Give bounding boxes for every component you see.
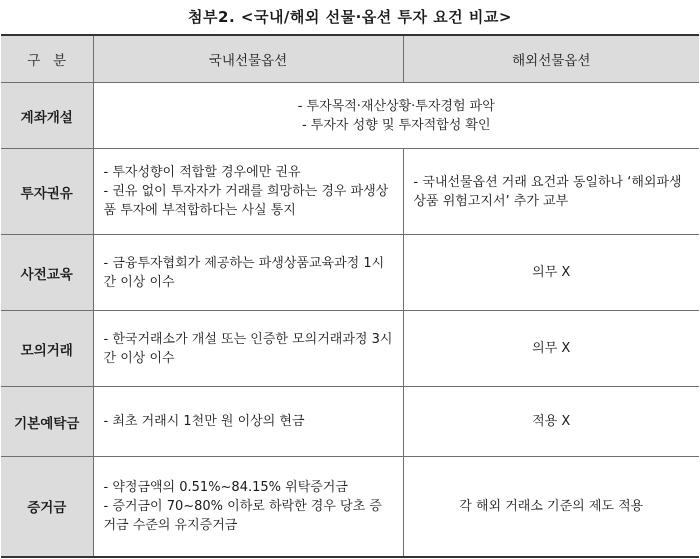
table-row	[1, 83, 699, 149]
comparison-table	[1, 34, 699, 558]
overseas-cell	[403, 387, 699, 457]
table-row	[1, 387, 699, 457]
row-category: 모의거래	[1, 311, 93, 387]
overseas-cell	[403, 149, 699, 235]
table-row	[1, 311, 699, 387]
overseas-item: - 국내선물옵션 거래 요건과 동일하나 ‘해외파생상품 위험고지서’ 추가 교부	[413, 174, 682, 209]
domestic-item: - 금융투자협회가 제공하는 파생상품교육과정 1시간 이상 이수	[103, 255, 385, 290]
row-category: 사전교육	[1, 235, 93, 311]
domestic-item: - 증거금이 70~80% 이하로 하락한 경우 당초 증거금 수준의 유지증거금	[103, 498, 382, 533]
row-category: 투자권유	[1, 149, 93, 235]
overseas-item: 각 해외 거래소 기준의 제도 적용	[459, 498, 644, 514]
table-row	[1, 235, 699, 311]
row-category: 증거금	[1, 457, 93, 557]
header-row	[1, 35, 699, 83]
domestic-cell	[93, 457, 403, 557]
overseas-item: 적용 X	[532, 414, 571, 429]
row-category: 기본예탁금	[1, 387, 93, 457]
merged-item: - 투자목적·재산상황·투자경험 파악	[297, 98, 495, 114]
overseas-cell	[403, 457, 699, 557]
merged-item: - 투자자 성향 및 투자적합성 확인	[301, 117, 491, 133]
header-domestic: 국내선물옵션	[93, 35, 403, 83]
header-overseas: 해외선물옵션	[403, 35, 699, 83]
domestic-item: - 투자성향이 적합할 경우에만 권유	[103, 165, 301, 180]
overseas-item: 의무 X	[532, 265, 571, 280]
domestic-cell	[93, 311, 403, 387]
domestic-item: - 최초 거래시 1천만 원 이상의 현금	[103, 414, 305, 429]
domestic-cell	[93, 149, 403, 235]
overseas-item: 의무 X	[532, 341, 571, 356]
domestic-item: - 약정금액의 0.51%~84.15% 위탁증거금	[103, 479, 348, 495]
table-row	[1, 149, 699, 235]
header-category: 구 분	[1, 35, 93, 83]
row-category: 계좌개설	[1, 83, 93, 149]
overseas-cell	[403, 235, 699, 311]
domestic-cell	[93, 387, 403, 457]
overseas-cell	[403, 311, 699, 387]
domestic-item: - 한국거래소가 개설 또는 인증한 모의거래과정 3시간 이상 이수	[103, 331, 393, 366]
merged-cell	[93, 83, 699, 149]
domestic-cell	[93, 235, 403, 311]
domestic-item: - 권유 없이 투자자가 거래를 희망하는 경우 파생상품 투자에 부적합하다는 사실 통지	[103, 184, 389, 218]
document-title: 첨부2. <국내/해외 선물·옵션 투자 요건 비교>	[188, 8, 512, 26]
table-row	[1, 457, 699, 557]
